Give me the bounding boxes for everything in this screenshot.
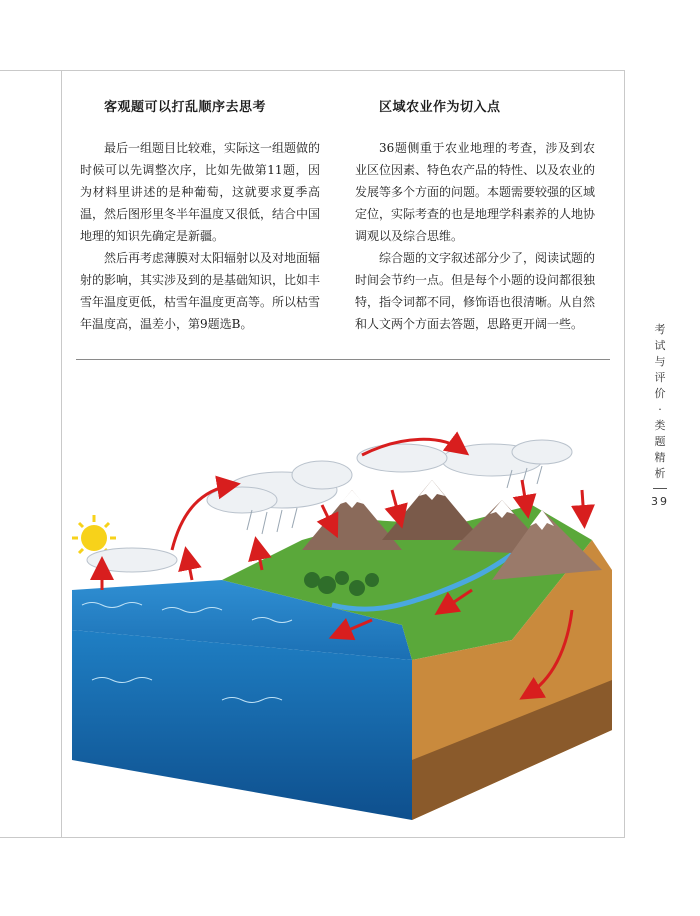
right-paragraph-1: 36题侧重于农业地理的考查，涉及到农业区位因素、特色农产品的特性、以及农业的发展等多个方面的问题。本题需要较强的区域定位，实际考查的也是地理学科素养的人地协调观以及综合思维。	[355, 141, 596, 243]
right-paragraph-2: 综合题的文字叙述部分少了，阅读试题的时间会节约一点。但是每个小题的设问都很独特，指令词都不同，修饰语也很清晰。从自然和人文两个方面去答题，思路更开阔一些。	[355, 251, 596, 331]
section-divider	[76, 359, 610, 360]
section-char: 类	[654, 419, 666, 432]
left-paragraph-2: 然后再考虑薄膜对太阳辐射以及对地面辐射的影响，其实涉及到的是基础知识，比如丰雪年温度更低，枯雪年温度更高等。所以枯雪年温度高，温差小，第9题选B。	[80, 251, 321, 331]
section-char: 题	[654, 435, 666, 448]
page-frame-bottom	[0, 837, 625, 838]
right-heading: 区域农业作为切入点	[379, 100, 501, 115]
right-body	[355, 137, 595, 335]
section-title-dot: ·	[658, 403, 662, 416]
section-title-part-1	[650, 322, 670, 402]
water-cycle-illustration	[72, 430, 614, 830]
left-column	[80, 96, 320, 335]
page-number: 39	[651, 495, 669, 508]
page-number-separator	[653, 488, 667, 489]
section-char: 评	[654, 371, 666, 384]
sidebar-section-label	[650, 322, 670, 508]
left-paragraph-1: 最后一组题目比较难，实际这一组题做的时候可以先调整次序，比如先做第11题，因为材料里讲述的是种葡萄，这就要求夏季高温，然后图形里冬半年温度又很低，结合中国地理的知识先确定是新疆。	[80, 141, 321, 243]
ocean-front-face	[72, 630, 412, 820]
section-char: 价	[654, 387, 666, 400]
page-frame-left	[0, 70, 62, 838]
left-body	[80, 137, 320, 335]
section-char: 试	[654, 339, 666, 352]
section-title-part-2	[650, 418, 670, 482]
right-column	[355, 96, 595, 335]
page-frame-right	[624, 70, 625, 838]
page-frame-top	[62, 70, 624, 71]
section-char: 与	[654, 355, 666, 368]
section-char: 考	[654, 323, 666, 336]
left-heading: 客观题可以打乱顺序去思考	[104, 100, 267, 115]
section-char: 精	[654, 451, 666, 464]
section-char: 析	[654, 467, 666, 480]
